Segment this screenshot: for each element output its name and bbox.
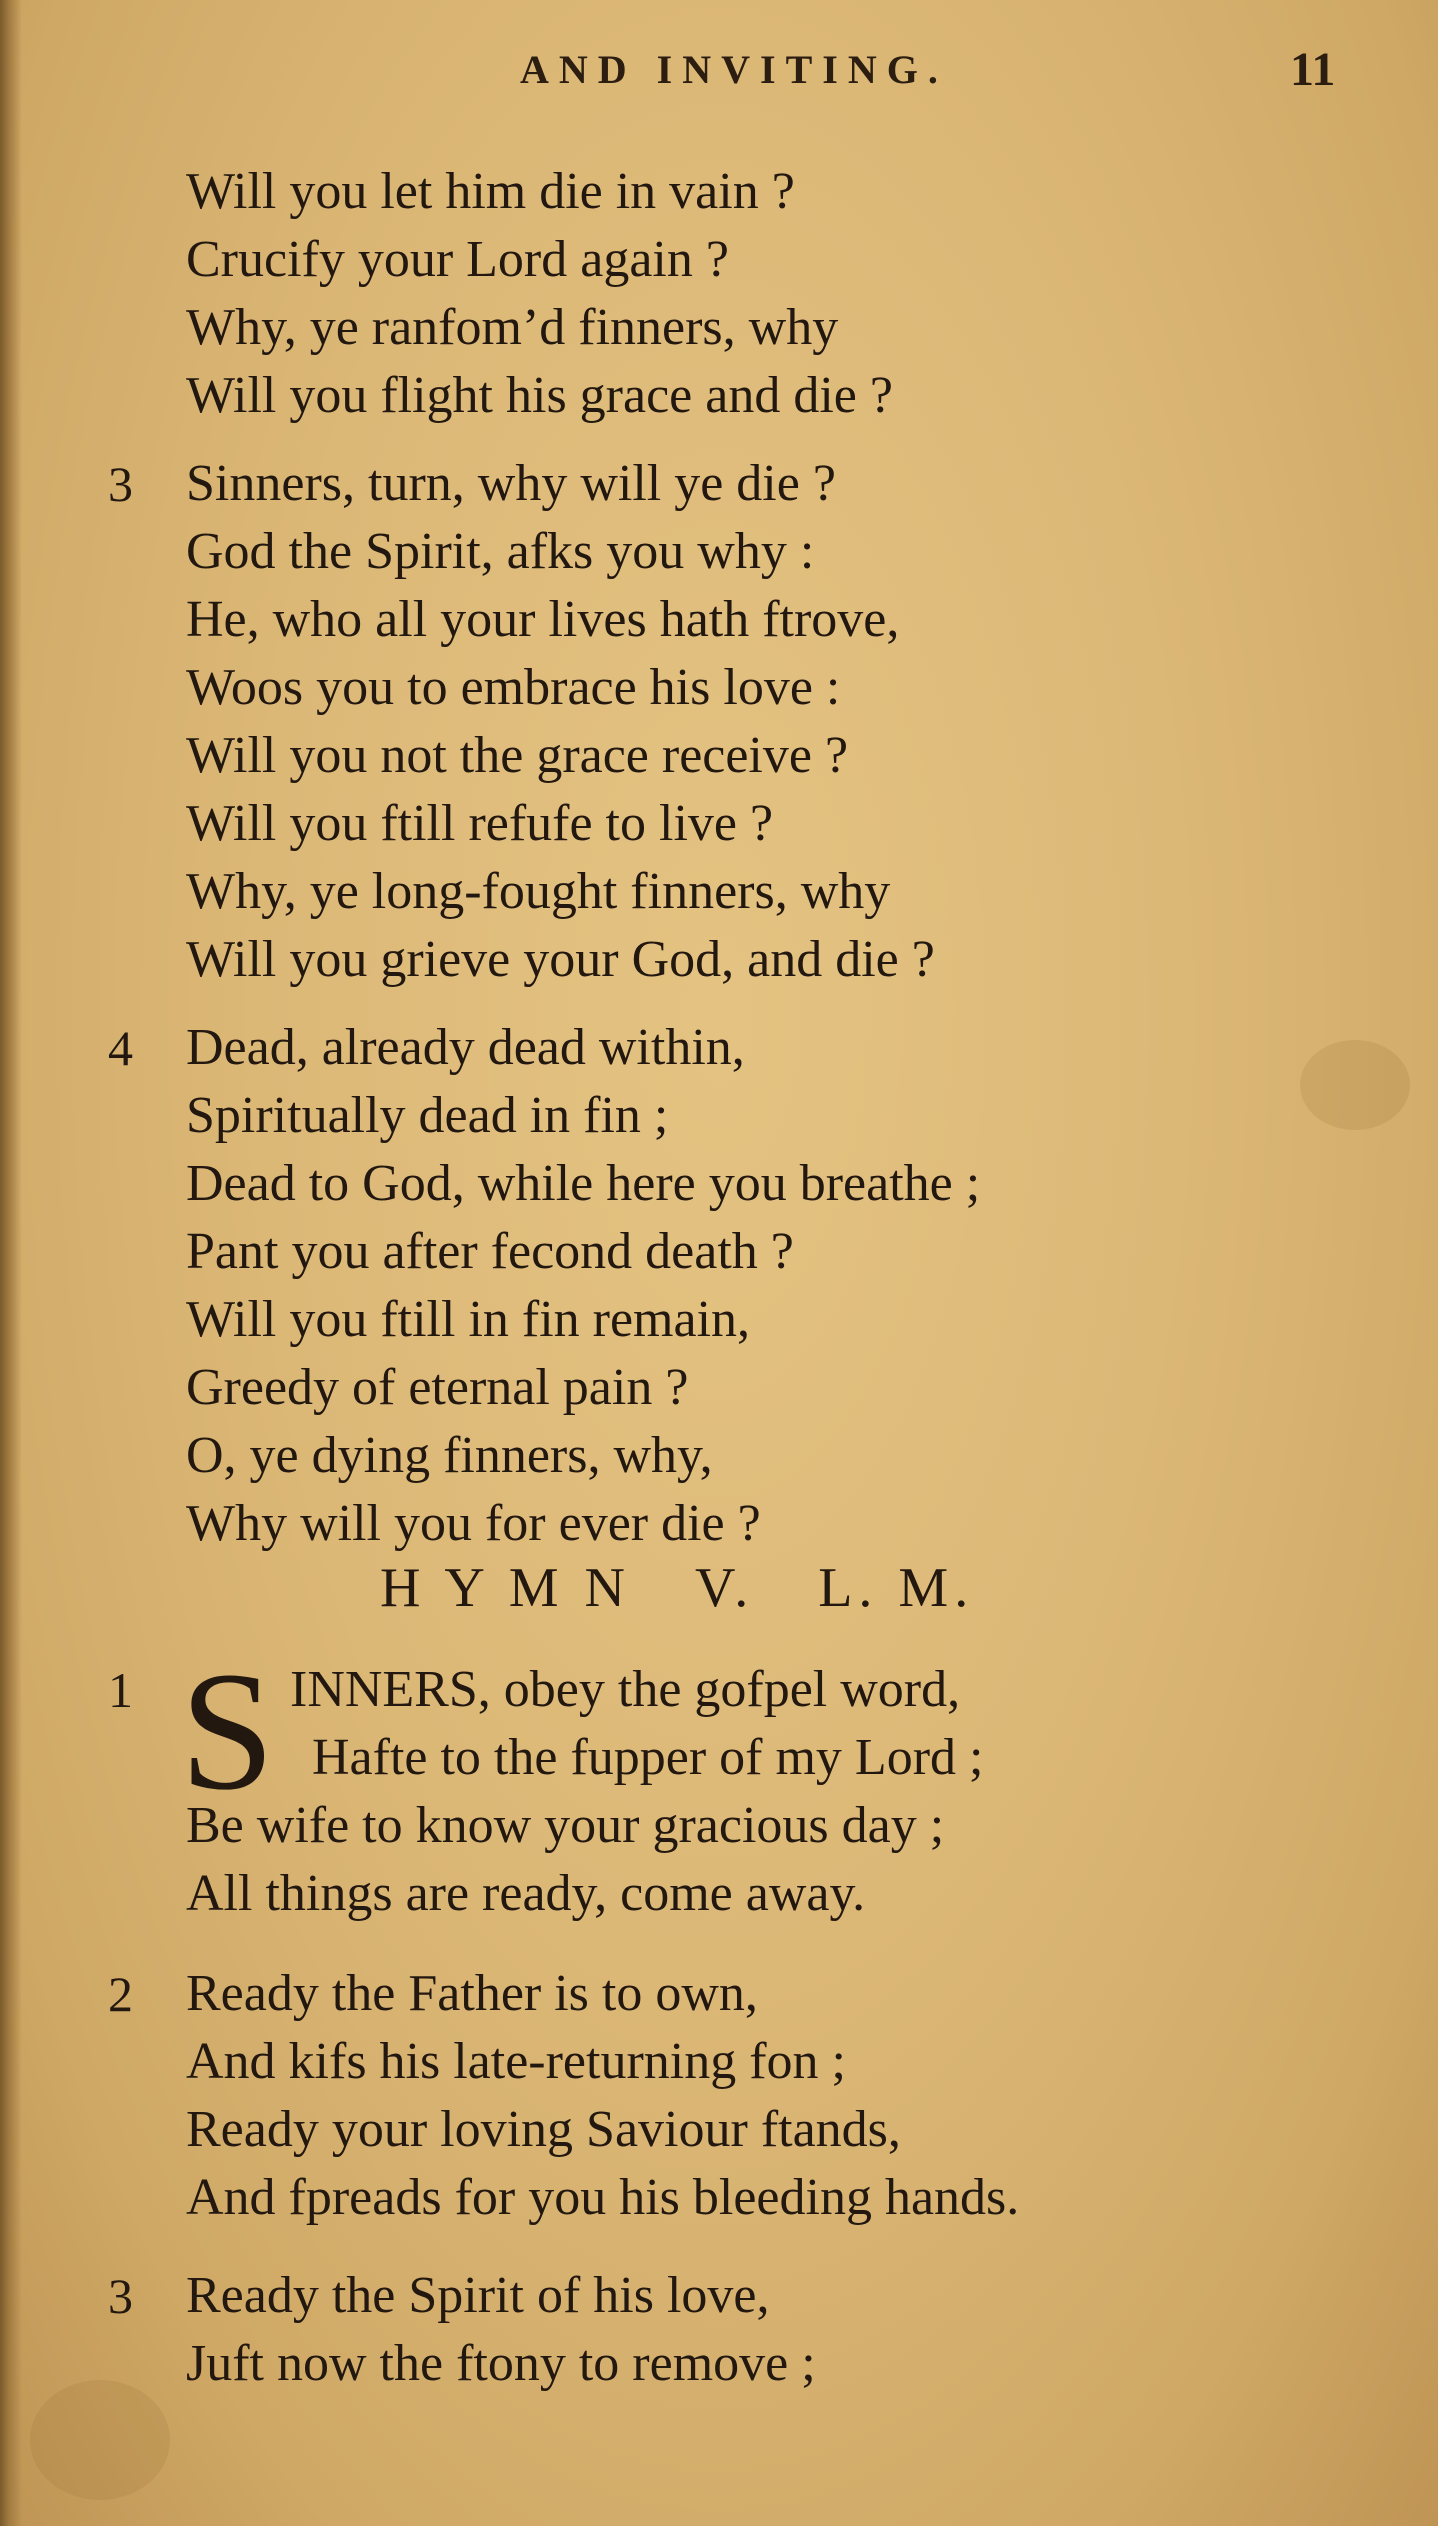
drop-cap: S	[180, 1637, 275, 1825]
verse-line: All things are ready, come away.	[186, 1865, 866, 1922]
stanza-number: 3	[108, 456, 133, 512]
verse-line: Why will you for ever die ?	[186, 1495, 761, 1552]
verse-line: Why, ye ranfom’d finners, why	[186, 299, 839, 356]
hymn-title	[380, 1556, 1018, 1620]
running-head	[0, 40, 1438, 100]
verse-line: God the Spirit, afks you why :	[186, 523, 815, 580]
verse-line: O, ye dying finners, why,	[186, 1427, 713, 1484]
verse-number: 3	[108, 2268, 133, 2324]
verse-line: Will you ftill refufe to live ?	[186, 795, 774, 852]
verse-line: Ready the Father is to own,	[186, 1965, 758, 2022]
verse-line: And fpreads for you his bleeding hands.	[186, 2169, 1020, 2226]
verse-line: He, who all your lives hath ftrove,	[186, 591, 900, 648]
running-head-title: AND INVITING.	[520, 47, 948, 92]
verse-line: Will you not the grace receive ?	[186, 727, 849, 784]
hymn-title-meter: L. M.	[818, 1557, 975, 1619]
verse-line: Ready the Spirit of his love,	[186, 2267, 770, 2324]
verse-line: Woos you to embrace his love :	[186, 659, 841, 716]
paper-stain	[1300, 1040, 1410, 1130]
page-number: 11	[1290, 43, 1336, 96]
verse-line: And kifs his late-returning fon ;	[186, 2033, 846, 2090]
verse-number: 2	[108, 1966, 133, 2022]
stanza-number: 4	[108, 1020, 133, 1076]
verse-number: 1	[108, 1662, 133, 1718]
hymn-title-word: H Y M N	[380, 1557, 631, 1619]
verse-line: Will you ftill in fin remain,	[186, 1291, 751, 1348]
verse-line: Will you flight his grace and die ?	[186, 367, 893, 424]
verse-line: Will you grieve your God, and die ?	[186, 931, 935, 988]
verse-line: Ready your loving Saviour ftands,	[186, 2101, 901, 2158]
verse-line: Sinners, turn, why will ye die ?	[186, 455, 836, 512]
verse-line: Pant you after fecond death ?	[186, 1223, 794, 1280]
verse-line: Be wife to know your gracious day ;	[186, 1797, 945, 1854]
verse-line: Dead to God, while here you breathe ;	[186, 1155, 981, 1212]
verse-line: Greedy of eternal pain ?	[186, 1359, 689, 1416]
verse-line: Crucify your Lord again ?	[186, 231, 729, 288]
page-gutter-shadow	[0, 0, 22, 2526]
paper-stain	[30, 2380, 170, 2500]
verse-line: INNERS, obey the gofpel word,	[290, 1661, 961, 1718]
verse-line: Will you let him die in vain ?	[186, 163, 795, 220]
verse-line: Why, ye long-fought finners, why	[186, 863, 891, 920]
verse-line: Juft now the ftony to remove ;	[186, 2335, 816, 2392]
verse-line: Hafte to the fupper of my Lord ;	[312, 1729, 984, 1786]
verse-line: Spiritually dead in fin ;	[186, 1087, 669, 1144]
verse-line: Dead, already dead within,	[186, 1019, 745, 1076]
hymn-title-number: V.	[694, 1557, 755, 1619]
